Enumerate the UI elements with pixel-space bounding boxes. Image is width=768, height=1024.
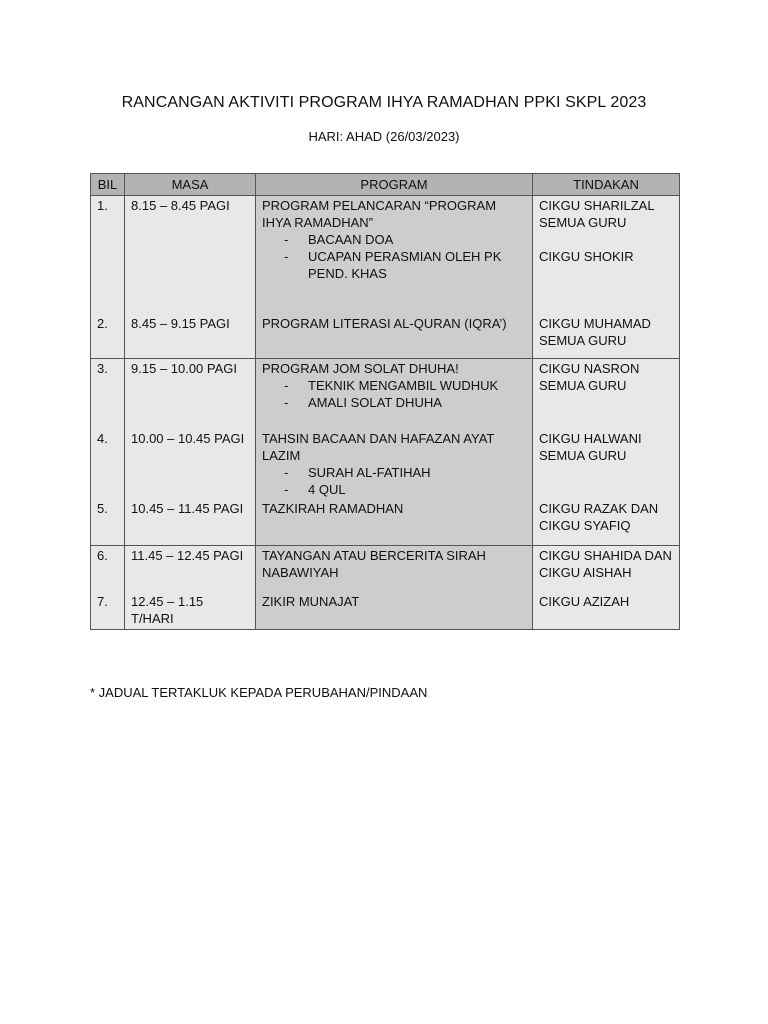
cell-masa: 8.15 – 8.45 PAGI bbox=[125, 196, 256, 316]
table-row bbox=[91, 315, 680, 359]
cell-masa: 8.45 – 9.15 PAGI bbox=[125, 315, 256, 359]
schedule-table bbox=[90, 173, 680, 630]
cell-bil: 4. bbox=[91, 430, 125, 500]
cell-program: PROGRAM LITERASI AL-QURAN (IQRA’) bbox=[256, 315, 533, 359]
cell-program: ZIKIR MUNAJAT bbox=[256, 593, 533, 630]
tindakan-line: SEMUA GURU bbox=[539, 448, 627, 463]
cell-bil: 1. bbox=[91, 196, 125, 316]
tindakan-line: CIKGU SHOKIR bbox=[539, 249, 634, 264]
table-row bbox=[91, 593, 680, 630]
cell-bil: 2. bbox=[91, 315, 125, 359]
tindakan-line: SEMUA GURU bbox=[539, 215, 627, 230]
list-item: - AMALI SOLAT DHUHA bbox=[284, 394, 526, 411]
cell-tindakan bbox=[533, 430, 680, 500]
list-item: - BACAAN DOA bbox=[284, 231, 526, 248]
tindakan-line: CIKGU MUHAMAD bbox=[539, 316, 651, 331]
cell-masa: 9.15 – 10.00 PAGI bbox=[125, 359, 256, 431]
cell-bil: 7. bbox=[91, 593, 125, 630]
cell-masa: 10.45 – 11.45 PAGI bbox=[125, 500, 256, 546]
table-row bbox=[91, 500, 680, 546]
tindakan-line: CIKGU NASRON bbox=[539, 361, 640, 376]
cell-program bbox=[256, 359, 533, 431]
document-date: HARI: AHAD (26/03/2023) bbox=[308, 129, 460, 144]
cell-tindakan bbox=[533, 359, 680, 431]
cell-program: TAYANGAN ATAU BERCERITA SIRAH NABAWIYAH bbox=[256, 546, 533, 594]
cell-tindakan: CIKGU RAZAK DAN CIKGU SYAFIQ bbox=[533, 500, 680, 546]
cell-bil: 3. bbox=[91, 359, 125, 431]
cell-bil: 6. bbox=[91, 546, 125, 594]
cell-masa: 11.45 – 12.45 PAGI bbox=[125, 546, 256, 594]
header-masa: MASA bbox=[125, 174, 256, 196]
list-item: - SURAH AL-FATIHAH bbox=[284, 464, 526, 481]
cell-tindakan: CIKGU SHAHIDA DAN CIKGU AISHAH bbox=[533, 546, 680, 594]
header-program: PROGRAM bbox=[256, 174, 533, 196]
program-sublist bbox=[262, 464, 526, 498]
list-item: - TEKNIK MENGAMBIL WUDHUK bbox=[284, 377, 526, 394]
tindakan-line: SEMUA GURU bbox=[539, 378, 627, 393]
program-text: PROGRAM JOM SOLAT DHUHA! bbox=[262, 361, 459, 376]
table-row bbox=[91, 196, 680, 316]
cell-tindakan: CIKGU AZIZAH bbox=[533, 593, 680, 630]
cell-masa: 10.00 – 10.45 PAGI bbox=[125, 430, 256, 500]
tindakan-line: SEMUA GURU bbox=[539, 333, 627, 348]
table-row bbox=[91, 430, 680, 500]
table-row bbox=[91, 359, 680, 431]
cell-bil: 5. bbox=[91, 500, 125, 546]
document-title: RANCANGAN AKTIVITI PROGRAM IHYA RAMADHAN PPKI SKPL 2023 bbox=[121, 94, 647, 111]
cell-masa: 12.45 – 1.15 T/HARI bbox=[125, 593, 256, 630]
header-bil: BIL bbox=[91, 174, 125, 196]
table-header-row bbox=[91, 174, 680, 196]
header-tindakan: TINDAKAN bbox=[533, 174, 680, 196]
footnote: * JADUAL TERTAKLUK KEPADA PERUBAHAN/PINDAAN bbox=[90, 685, 428, 700]
program-text: TAHSIN BACAAN DAN HAFAZAN AYAT LAZIM bbox=[262, 431, 495, 463]
cell-tindakan bbox=[533, 196, 680, 316]
program-sublist bbox=[262, 231, 526, 282]
tindakan-line: CIKGU HALWANI bbox=[539, 431, 642, 446]
cell-program bbox=[256, 196, 533, 316]
table-row bbox=[91, 546, 680, 594]
list-item: - UCAPAN PERASMIAN OLEH PK PEND. KHAS bbox=[284, 248, 526, 282]
tindakan-line: CIKGU SHARILZAL bbox=[539, 198, 655, 213]
cell-program bbox=[256, 430, 533, 500]
cell-tindakan bbox=[533, 315, 680, 359]
cell-program: TAZKIRAH RAMADHAN bbox=[256, 500, 533, 546]
list-item: - 4 QUL bbox=[284, 481, 526, 498]
program-sublist bbox=[262, 377, 526, 411]
program-text: PROGRAM PELANCARAN “PROGRAM IHYA RAMADHAN” bbox=[262, 198, 497, 230]
